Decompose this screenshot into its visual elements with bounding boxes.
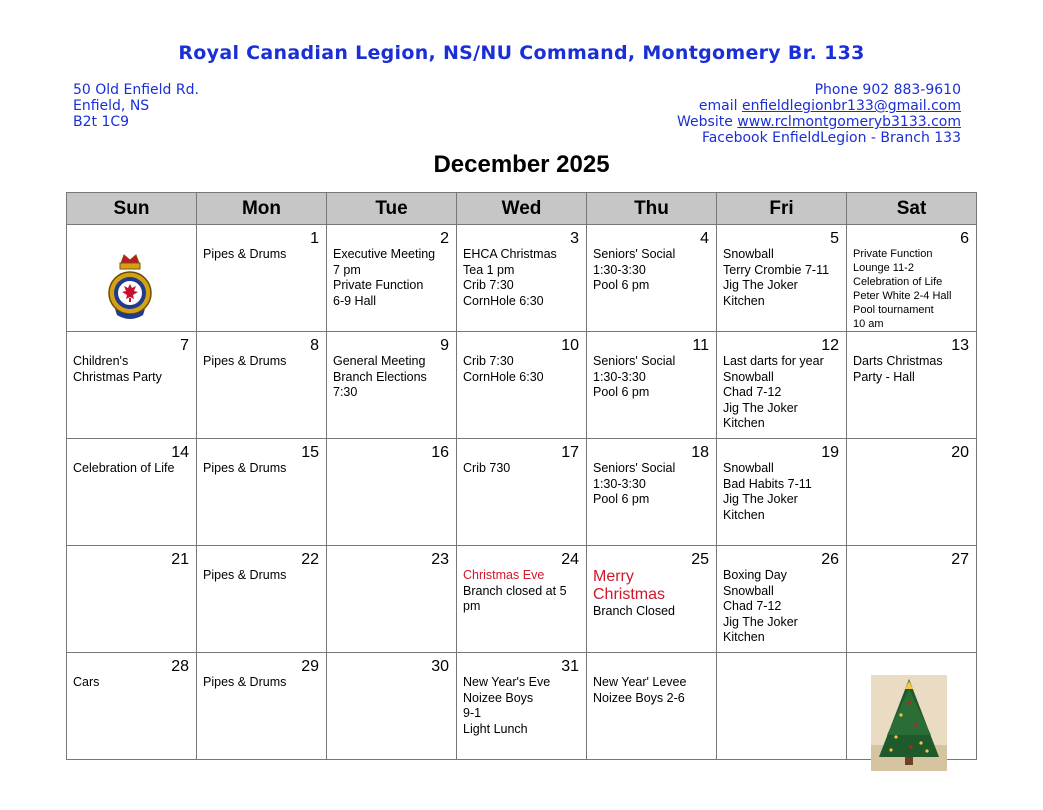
event-line: Bad Habits 7-11 — [723, 476, 812, 491]
day-number: 31 — [561, 658, 579, 675]
day-number: 4 — [700, 230, 709, 247]
event-line: Kitchen — [723, 416, 765, 430]
event-line: Snowball — [723, 461, 774, 475]
day-number: 1 — [310, 230, 319, 247]
day-cell-22 — [197, 546, 327, 653]
weekday-header-thu: Thu — [587, 193, 717, 225]
day-cell-30 — [327, 653, 457, 760]
day-number: 13 — [951, 337, 969, 354]
day-cell-31 — [457, 653, 587, 760]
event-line: Branch closed at 5 — [463, 583, 567, 598]
contact-info — [677, 82, 961, 146]
day-number: 28 — [171, 658, 189, 675]
event-line: CornHole 6:30 — [463, 369, 544, 384]
weekday-header-tue: Tue — [327, 193, 457, 225]
calendar-grid — [66, 192, 977, 760]
day-cell-16 — [327, 439, 457, 546]
day-cell-6 — [847, 225, 977, 332]
day-number: 20 — [951, 444, 969, 461]
event-list — [203, 247, 322, 263]
day-number: 12 — [821, 337, 839, 354]
calendar-week-row — [67, 332, 977, 439]
event-line: Peter White 2-4 Hall — [853, 290, 952, 302]
weekday-header-wed: Wed — [457, 193, 587, 225]
event-line: Cars — [73, 675, 100, 689]
address-line: Enfield, NS — [73, 98, 150, 114]
event-list — [73, 675, 192, 691]
event-line: Snowball — [723, 369, 774, 384]
day-cell-empty — [67, 225, 197, 332]
event-line: Christmas Party — [73, 369, 162, 384]
day-cell-24 — [457, 546, 587, 653]
day-number: 15 — [301, 444, 319, 461]
holiday-event: Christmas Eve — [463, 568, 545, 582]
event-list — [203, 675, 322, 691]
legion-emblem-icon — [107, 253, 153, 328]
weekday-header-sat: Sat — [847, 193, 977, 225]
day-cell-8 — [197, 332, 327, 439]
event-line: Pipes & Drums — [203, 354, 287, 368]
day-number: 26 — [821, 551, 839, 568]
event-line: Seniors' Social — [593, 247, 676, 261]
day-number: 2 — [440, 230, 449, 247]
event-line: Pipes & Drums — [203, 675, 287, 689]
day-number: 8 — [310, 337, 319, 354]
address-line: 50 Old Enfield Rd. — [73, 82, 199, 98]
event-line: Private Function — [853, 248, 933, 260]
event-line: 7:30 — [333, 385, 358, 399]
event-list — [463, 247, 582, 309]
calendar-week-row — [67, 546, 977, 653]
event-list — [203, 568, 322, 584]
day-cell-14 — [67, 439, 197, 546]
event-line: Private Function — [333, 278, 424, 292]
website-line — [677, 114, 961, 130]
day-cell-13 — [847, 332, 977, 439]
event-line: Celebration of Life — [853, 276, 943, 288]
email-label: email — [698, 98, 742, 114]
event-line: Boxing Day — [723, 568, 787, 582]
month-title: December 2025 — [433, 151, 610, 178]
event-line: Noizee Boys — [463, 690, 534, 705]
day-cell-2 — [327, 225, 457, 332]
event-list — [333, 247, 452, 309]
facebook-line: Facebook EnfieldLegion - Branch 133 — [701, 130, 961, 146]
event-line: Pool tournament — [853, 304, 934, 316]
event-line: Chad 7-12 — [723, 599, 782, 613]
day-cell-5 — [717, 225, 847, 332]
event-line: Seniors' Social — [593, 461, 676, 475]
day-number: 27 — [951, 551, 969, 568]
email-line — [677, 98, 961, 114]
event-list — [463, 675, 582, 737]
day-number: 24 — [561, 551, 579, 568]
day-number: 6 — [960, 230, 969, 247]
day-cell-empty — [847, 653, 977, 760]
day-number: 3 — [570, 230, 579, 247]
weekday-header-sun: Sun — [67, 193, 197, 225]
event-list — [463, 354, 582, 385]
day-number: 14 — [171, 444, 189, 461]
event-line: Crib 7:30 — [463, 354, 514, 368]
branch-address — [73, 82, 199, 130]
event-line: Seniors' Social — [593, 354, 676, 368]
event-line: Jig The Joker — [723, 278, 798, 292]
day-number: 10 — [561, 337, 579, 354]
day-cell-26 — [717, 546, 847, 653]
event-list — [203, 461, 322, 477]
holiday-greeting: Merry — [593, 568, 634, 585]
day-cell-11 — [587, 332, 717, 439]
day-number: 11 — [692, 337, 709, 354]
event-line: Crib 7:30 — [463, 278, 514, 292]
event-list — [853, 247, 972, 331]
event-line: Snowball — [723, 247, 774, 261]
weekday-header-row — [67, 193, 977, 225]
event-list — [203, 354, 322, 370]
event-line: Kitchen — [723, 507, 765, 522]
day-number: 18 — [691, 444, 709, 461]
event-list — [723, 354, 842, 432]
day-cell-27 — [847, 546, 977, 653]
website-link[interactable]: www.rclmontgomeryb3133.com — [737, 114, 961, 130]
event-line: Pool 6 pm — [593, 385, 650, 399]
day-cell-29 — [197, 653, 327, 760]
organization-title: Royal Canadian Legion, NS/NU Command, Montgomery Br. 133 — [178, 42, 865, 64]
day-cell-7 — [67, 332, 197, 439]
event-list — [333, 354, 452, 401]
event-list — [593, 675, 712, 706]
event-line: Jig The Joker — [723, 400, 798, 415]
day-number: 30 — [431, 658, 449, 675]
event-line: Jig The Joker — [723, 614, 798, 629]
event-line: Last darts for year — [723, 354, 824, 368]
day-cell-empty — [717, 653, 847, 760]
event-list — [723, 461, 842, 523]
day-cell-28 — [67, 653, 197, 760]
holiday-greeting: Christmas — [593, 586, 666, 603]
event-line: Pool 6 pm — [593, 492, 650, 506]
event-line: Celebration of Life — [73, 461, 175, 475]
event-line: New Year's Eve — [463, 675, 551, 689]
day-number: 5 — [830, 230, 839, 247]
day-number: 7 — [180, 337, 189, 354]
day-number: 22 — [301, 551, 319, 568]
event-line: New Year' Levee — [593, 675, 687, 689]
event-list — [593, 354, 712, 401]
event-list — [593, 461, 712, 508]
day-number: 25 — [691, 551, 709, 568]
day-cell-23 — [327, 546, 457, 653]
event-line: Tea 1 pm — [463, 262, 515, 277]
event-list — [723, 568, 842, 646]
day-number: 9 — [440, 337, 449, 354]
day-number: 17 — [561, 444, 579, 461]
weekday-header-fri: Fri — [717, 193, 847, 225]
day-cell-3 — [457, 225, 587, 332]
event-line: 9-1 — [463, 706, 482, 720]
day-number: 29 — [301, 658, 319, 675]
event-line: Party - Hall — [853, 369, 915, 384]
day-cell-17 — [457, 439, 587, 546]
day-number: 16 — [431, 444, 449, 461]
day-number: 19 — [821, 444, 839, 461]
event-list — [73, 461, 192, 477]
day-cell-18 — [587, 439, 717, 546]
event-line: Noizee Boys 2-6 — [593, 690, 685, 705]
event-line: Kitchen — [723, 630, 765, 644]
event-line: Branch Elections — [333, 369, 427, 384]
event-list — [463, 568, 582, 615]
event-list — [593, 247, 712, 294]
event-line: Jig The Joker — [723, 492, 798, 506]
day-cell-1 — [197, 225, 327, 332]
event-line: 1:30-3:30 — [593, 369, 646, 384]
event-line: Crib 730 — [463, 461, 511, 475]
day-cell-12 — [717, 332, 847, 439]
weekday-header-mon: Mon — [197, 193, 327, 225]
event-line: Pool 6 pm — [593, 278, 650, 292]
day-number: 23 — [431, 551, 449, 568]
event-line: pm — [463, 599, 481, 613]
day-cell-9 — [327, 332, 457, 439]
event-line: Pipes & Drums — [203, 568, 287, 582]
calendar-week-row — [67, 225, 977, 332]
calendar-week-row — [67, 653, 977, 760]
calendar-week-row — [67, 439, 977, 546]
event-line: Branch Closed — [593, 604, 675, 618]
day-cell-20 — [847, 439, 977, 546]
event-line: Pipes & Drums — [203, 461, 287, 475]
event-line: Kitchen — [723, 293, 765, 308]
event-line: 1:30-3:30 — [593, 262, 646, 277]
day-cell-10 — [457, 332, 587, 439]
website-label: Website — [677, 114, 738, 130]
email-link[interactable]: enfieldlegionbr133@gmail.com — [741, 98, 961, 114]
event-line: Light Lunch — [463, 721, 528, 736]
day-cell-4 — [587, 225, 717, 332]
event-line: Lounge 11-2 — [853, 262, 914, 274]
event-list — [853, 354, 972, 385]
day-cell-25 — [587, 546, 717, 653]
event-list — [73, 354, 192, 385]
event-line: 6-9 Hall — [333, 293, 377, 308]
event-line: 7 pm — [333, 262, 361, 277]
event-line: CornHole 6:30 — [463, 293, 544, 308]
event-line: General Meeting — [333, 354, 426, 368]
event-list — [593, 568, 712, 620]
calendar-body — [67, 225, 977, 760]
event-line: 1:30-3:30 — [593, 476, 646, 491]
phone-number: Phone 902 883-9610 — [814, 82, 961, 98]
event-line: Darts Christmas — [853, 354, 943, 368]
day-cell-empty — [587, 653, 717, 760]
event-line: Snowball — [723, 583, 774, 598]
event-line: Children's — [73, 354, 129, 368]
address-line: B2t 1C9 — [73, 114, 130, 130]
event-line: Executive Meeting — [333, 247, 436, 261]
event-line: 10 am — [853, 318, 884, 330]
day-cell-21 — [67, 546, 197, 653]
event-list — [723, 247, 842, 309]
day-cell-15 — [197, 439, 327, 546]
day-cell-19 — [717, 439, 847, 546]
event-line: Pipes & Drums — [203, 247, 287, 261]
event-line: Terry Crombie 7-11 — [723, 262, 830, 277]
event-line: EHCA Christmas — [463, 247, 557, 261]
day-number: 21 — [171, 551, 189, 568]
christmas-tree-icon — [871, 675, 947, 776]
event-list — [463, 461, 582, 477]
event-line: Chad 7-12 — [723, 385, 782, 399]
